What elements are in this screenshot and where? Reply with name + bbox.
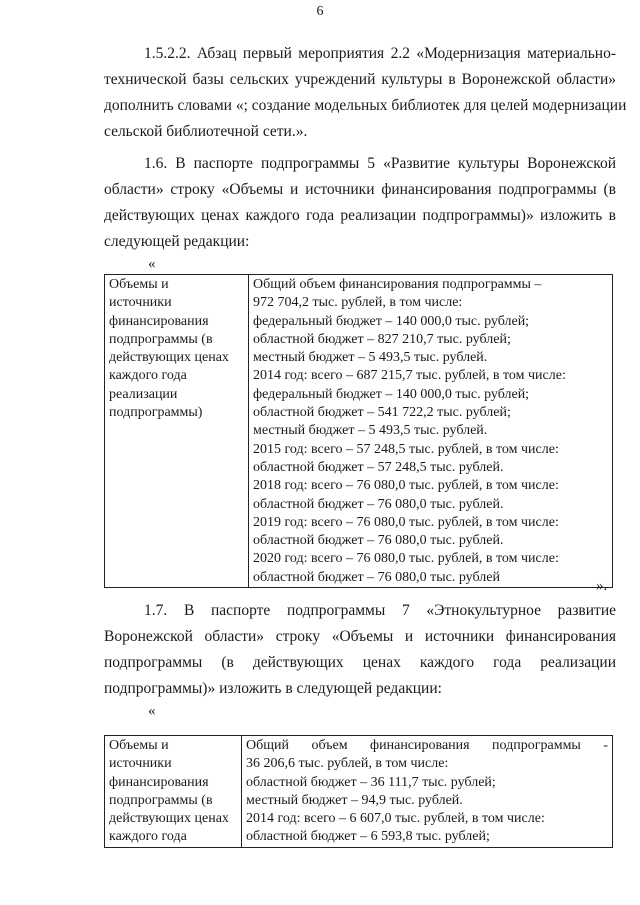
table-row <box>105 275 613 588</box>
table-cell-label <box>105 275 249 588</box>
cell-line: источники <box>109 295 172 311</box>
cell-line: областной бюджет – 6 593,8 тыс. рублей; <box>246 829 490 845</box>
table-cell-value <box>242 736 613 848</box>
paragraph-1-6 <box>104 151 616 255</box>
cell-line: подпрограммы (в <box>109 792 213 808</box>
cell-line: местный бюджет – 94,9 тыс. рублей. <box>246 792 463 808</box>
paragraph-line: области» строку «Объемы и источники финансирования подпрограммы (в <box>104 181 616 198</box>
paragraph-1-5-2-2 <box>104 41 627 145</box>
paragraph-line: технической базы сельских учреждений культуры в Воронежской области» <box>104 71 616 88</box>
cell-line: финансирования <box>109 313 209 329</box>
paragraph-line: подпрограммы)» изложить в следующей редакции: <box>104 680 442 697</box>
cell-line: подпрограммы) <box>109 405 203 421</box>
paragraph-line: действующих ценах каждого года реализации подпрограммы)» изложить в <box>104 207 616 224</box>
financing-table-subprogram-7 <box>104 735 613 848</box>
cell-line: 2015 год: всего – 57 248,5 тыс. рублей, в том числе: <box>253 441 559 457</box>
cell-line: действующих ценах <box>109 811 229 827</box>
cell-line: областной бюджет – 76 080,0 тыс. рублей <box>253 569 500 585</box>
paragraph-line: подпрограммы (в действующих ценах каждого года реализации <box>104 654 616 671</box>
cell-line: реализации <box>109 386 178 402</box>
paragraph-line: следующей редакции: <box>104 233 250 250</box>
paragraph-line: сельской библиотечной сети.». <box>104 123 308 140</box>
cell-line: финансирования <box>109 774 209 790</box>
cell-line: федеральный бюджет – 140 000,0 тыс. рублей; <box>253 386 530 402</box>
opening-quote: « <box>148 256 156 272</box>
cell-line: 2018 год: всего – 76 080,0 тыс. рублей, в том числе: <box>253 478 559 494</box>
cell-line: Объемы и <box>109 738 169 753</box>
cell-line: 36 206,6 тыс. рублей, в том числе: <box>246 756 449 772</box>
cell-line: каждого года <box>109 368 187 384</box>
cell-line: областной бюджет – 57 248,5 тыс. рублей. <box>253 459 504 475</box>
opening-quote: « <box>148 703 156 719</box>
paragraph-line: Воронежской области» строку «Объемы и источники финансирования <box>104 628 616 645</box>
cell-line: областной бюджет – 76 080,0 тыс. рублей. <box>253 533 504 549</box>
cell-line: 972 704,2 тыс. рублей, в том числе: <box>253 295 463 311</box>
cell-line: местный бюджет – 5 493,5 тыс. рублей. <box>253 350 488 366</box>
cell-line: областной бюджет – 541 722,2 тыс. рублей; <box>253 405 511 421</box>
cell-line: 2014 год: всего – 6 607,0 тыс. рублей, в том числе: <box>246 811 545 827</box>
financing-table-subprogram-5 <box>104 274 613 588</box>
cell-line: местный бюджет – 5 493,5 тыс. рублей. <box>253 423 488 439</box>
closing-quote: ». <box>596 578 608 594</box>
table-cell-value <box>249 275 613 588</box>
paragraph-line: 1.5.2.2. Абзац первый мероприятия 2.2 «Модернизация материально- <box>144 45 616 62</box>
cell-line: 2020 год: всего – 76 080,0 тыс. рублей, в том числе: <box>253 551 559 567</box>
cell-line: Общий объем финансирования подпрограммы – <box>253 277 542 292</box>
paragraph-1-7 <box>104 598 616 702</box>
paragraph-line: 1.7. В паспорте подпрограммы 7 «Этнокультурное развитие <box>144 602 616 619</box>
paragraph-line: дополнить словами «; создание модельных библиотек для целей модернизации <box>104 97 627 114</box>
cell-line: Объемы и <box>109 277 169 292</box>
cell-line: 2014 год: всего – 687 215,7 тыс. рублей, в том числе: <box>253 368 566 384</box>
cell-line: федеральный бюджет – 140 000,0 тыс. рублей; <box>253 313 530 329</box>
cell-line: областной бюджет – 36 111,7 тыс. рублей; <box>246 774 496 790</box>
page-number: 6 <box>316 4 324 19</box>
cell-line: Общий объем финансирования подпрограммы - <box>246 738 608 753</box>
cell-line: 2019 год: всего – 76 080,0 тыс. рублей, в том числе: <box>253 514 559 530</box>
cell-line: подпрограммы (в <box>109 331 213 347</box>
cell-line: каждого года <box>109 829 187 845</box>
cell-line: областной бюджет – 76 080,0 тыс. рублей. <box>253 496 504 512</box>
cell-line: действующих ценах <box>109 350 229 366</box>
cell-line: областной бюджет – 827 210,7 тыс. рублей; <box>253 331 511 347</box>
paragraph-line: 1.6. В паспорте подпрограммы 5 «Развитие культуры Воронежской <box>144 155 616 172</box>
table-cell-label <box>105 736 242 848</box>
table-row <box>105 736 613 848</box>
cell-line: источники <box>109 756 172 772</box>
